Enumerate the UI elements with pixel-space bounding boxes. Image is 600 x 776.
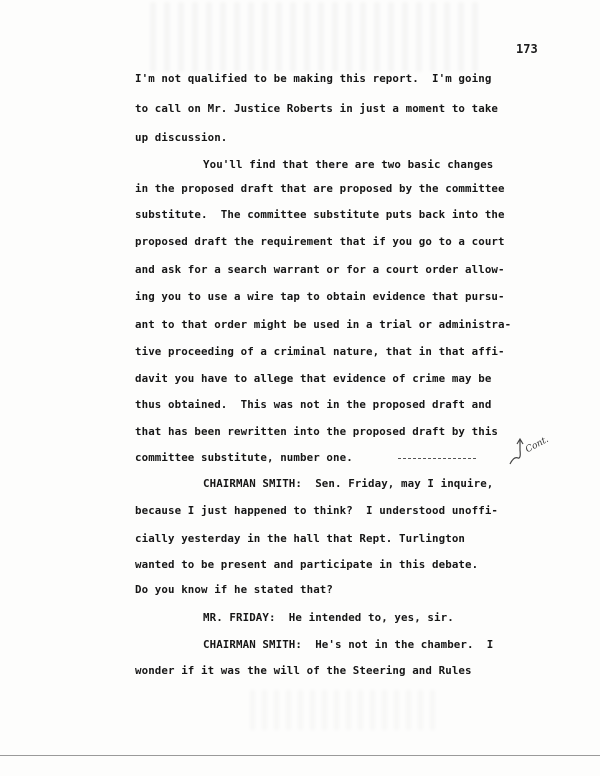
text-line: I'm not qualified to be making this report. I'm going <box>135 72 492 85</box>
text-line: wonder if it was the will of the Steering and Rules <box>135 664 472 677</box>
text-line: proposed draft the requirement that if you go to a court <box>135 235 505 248</box>
text-line: ant to that order might be used in a trial or administra- <box>135 318 512 331</box>
text-line: up discussion. <box>135 131 228 144</box>
text-line: that has been rewritten into the proposed draft by this <box>135 425 499 438</box>
text-line: thus obtained. This was not in the proposed draft and <box>135 398 492 411</box>
bottom-edge-line <box>0 755 600 756</box>
text-line: substitute. The committee substitute puts back into the <box>135 208 505 221</box>
text-line: davit you have to allege that evidence of crime may be <box>135 372 492 385</box>
text-line: MR. FRIDAY: He intended to, yes, sir. <box>203 611 454 624</box>
page-number: 173 <box>516 42 538 56</box>
text-line: CHAIRMAN SMITH: Sen. Friday, may I inquire, <box>203 477 494 490</box>
text-line: committee substitute, number one. <box>135 451 353 464</box>
text-line: Do you know if he stated that? <box>135 583 334 596</box>
text-line: cially yesterday in the hall that Rept. Turlington <box>135 532 466 545</box>
bleed-through-top <box>150 2 480 72</box>
text-line: and ask for a search warrant or for a court order allow- <box>135 263 505 276</box>
text-line: wanted to be present and participate in this debate. <box>135 558 479 571</box>
text-line: to call on Mr. Justice Roberts in just a moment to take <box>135 102 499 115</box>
text-line: in the proposed draft that are proposed by the committee <box>135 182 505 195</box>
text-line: You'll find that there are two basic changes <box>203 158 494 171</box>
text-line: tive proceeding of a criminal nature, that in that affi- <box>135 345 505 358</box>
bleed-through-bottom <box>250 690 440 730</box>
text-line: because I just happened to think? I understood unoffi- <box>135 504 499 517</box>
text-line: ing you to use a wire tap to obtain evidence that pursu- <box>135 290 505 303</box>
handwritten-dash-mark <box>398 458 476 459</box>
text-line: CHAIRMAN SMITH: He's not in the chamber. I <box>203 638 494 651</box>
handwritten-note: Cont. <box>524 434 551 456</box>
